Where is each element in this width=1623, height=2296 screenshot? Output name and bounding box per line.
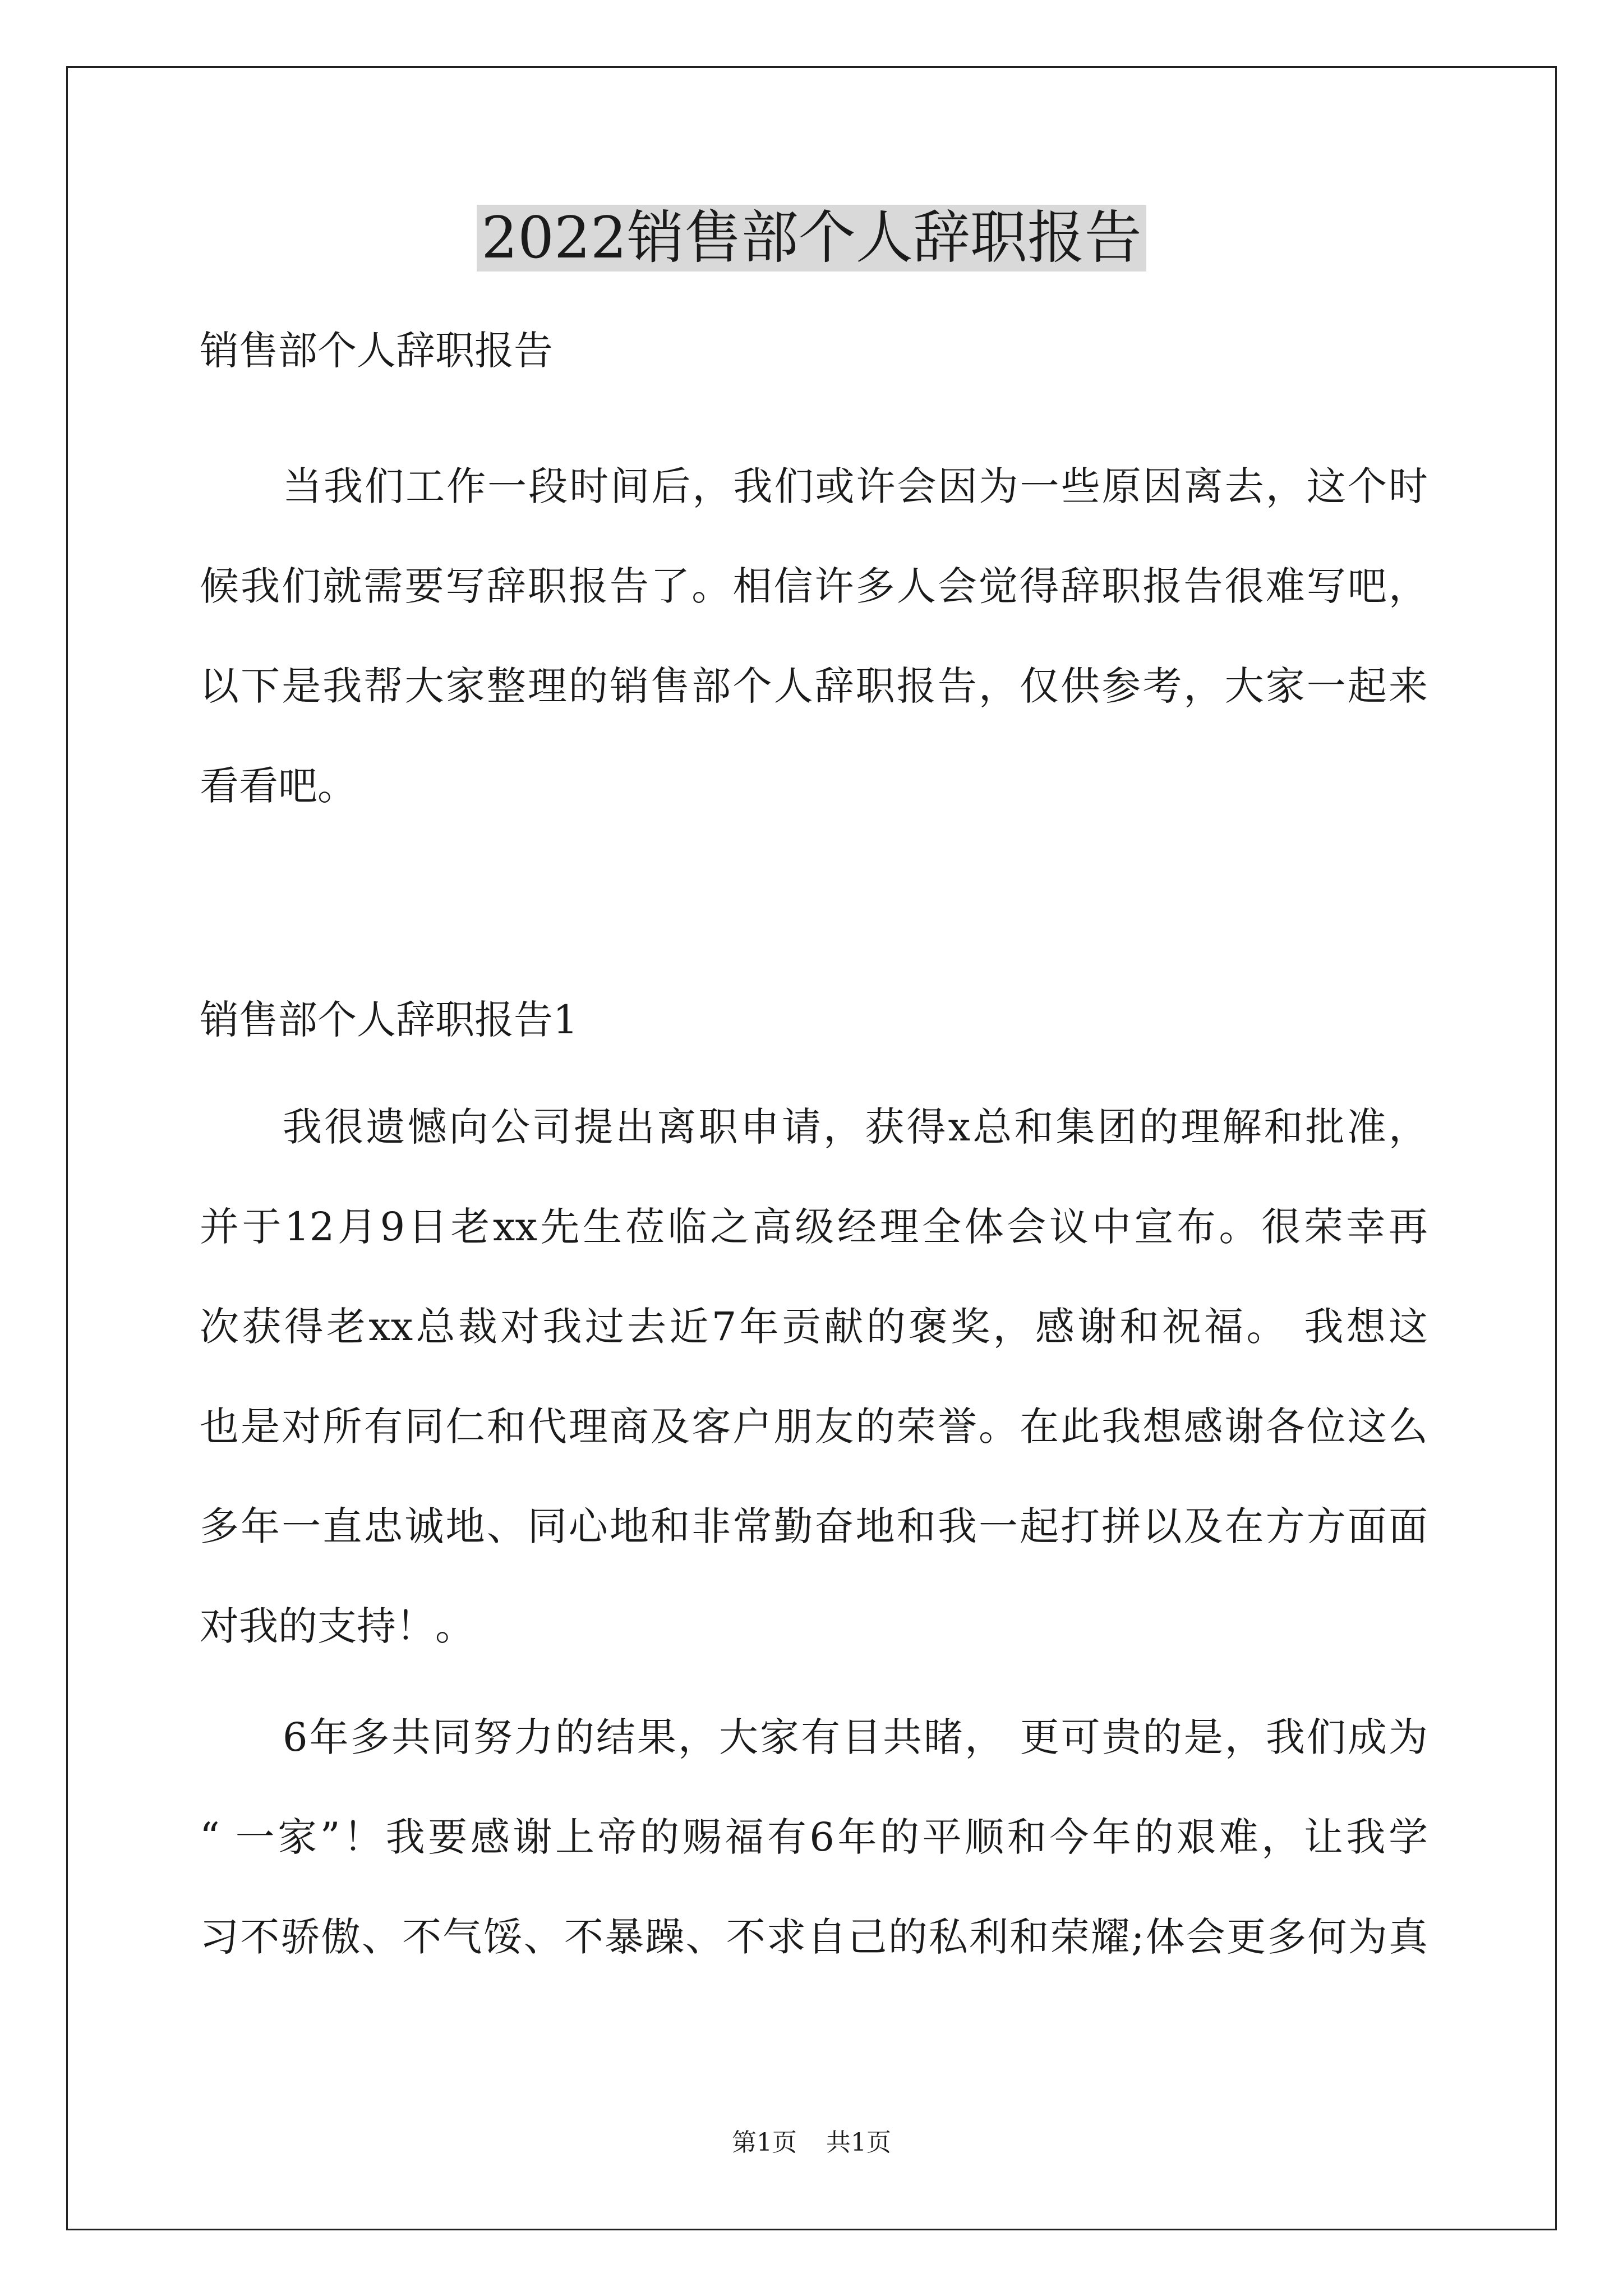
paragraph-line: “ 一家”！我要感谢上帝的赐福有6年的平顺和今年的艰难，让我学: [200, 1814, 1428, 1860]
paragraph-line: 习不骄傲、不气馁、不暴躁、不求自己的私利和荣耀;体会更多何为真: [200, 1914, 1428, 1960]
paragraph-line: 我很遗憾向公司提出离职申请，获得x总和集团的理解和批准，: [283, 1104, 1428, 1150]
section-heading: 销售部个人辞职报告1: [200, 997, 578, 1043]
section-heading: 销售部个人辞职报告: [200, 328, 553, 374]
paragraph-line: 6年多共同努力的结果，大家有目共睹， 更可贵的是，我们成为: [283, 1714, 1428, 1760]
paragraph-line: 对我的支持！。: [200, 1603, 474, 1649]
document-title-text: 2022销售部个人辞职报告: [477, 205, 1146, 272]
paragraph-line: 候我们就需要写辞职报告了。相信许多人会觉得辞职报告很难写吧，: [200, 563, 1428, 609]
paragraph-line: 多年一直忠诚地、同心地和非常勤奋地和我一起打拼以及在方方面面: [200, 1503, 1428, 1549]
paragraph-line: 当我们工作一段时间后，我们或许会因为一些原因离去，这个时: [283, 463, 1428, 509]
paragraph-line: 并于12月9日老xx先生莅临之高级经理全体会议中宣布。很荣幸再: [200, 1204, 1428, 1250]
page-footer: [0, 2127, 1623, 2159]
paragraph-line: 以下是我帮大家整理的销售部个人辞职报告，仅供参考，大家一起来: [200, 663, 1428, 709]
document-title: [0, 203, 1623, 274]
paragraph-line: 看看吧。: [200, 763, 357, 809]
paragraph-line: 也是对所有同仁和代理商及客户朋友的荣誉。在此我想感谢各位这么: [200, 1404, 1428, 1450]
page-total: 共1页: [826, 2128, 891, 2157]
paragraph-line: 次获得老xx总裁对我过去近7年贡献的褒奖，感谢和祝福。 我想这: [200, 1304, 1428, 1350]
page-number: 第1页: [732, 2128, 797, 2157]
